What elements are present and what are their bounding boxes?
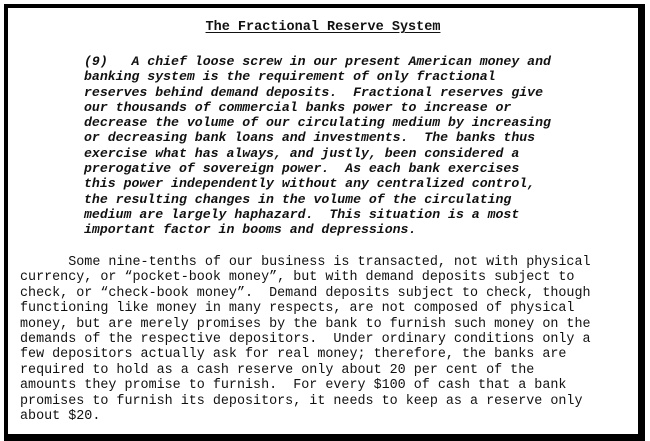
document-frame <box>4 4 645 441</box>
document-title <box>8 20 638 36</box>
quoted-passage: (9) A chief loose screw in our present American money and banking system is the requirement of only fractional reserves behind demand deposits. Fractional reserves give our thousands of commercial banks power to increase or decrease the volume of our circulating medium by increasing or decreasing bank loans and investments. The banks thus exercise what has always, and justly, been considered a prerogative of sovereign power. As each bank exercises this power independently without any centralized control, the resulting changes in the volume of the circulating medium are largely haphazard. This situation is a most important factor in booms and depressions. <box>84 54 551 238</box>
body-paragraph: Some nine-tenths of our business is transacted, not with physical currency, or “pocket-book money”, but with demand deposits subject to check, or “check-book money”. Demand deposits subject to check, though functioning like money in many respects, are not composed of physical money, but are merely promises by the bank to furnish such money on the demands of the respective depositors. Under ordinary conditions only a few depositors actually ask for real money; therefore, the banks are required to hold as a cash reserve only about 20 per cent of the amounts they promise to furnish. For every $100 of cash that a bank promises to furnish its depositors, it needs to keep as a reserve only about $20. <box>20 255 591 425</box>
document-title-text: The Fractional Reserve System <box>205 20 441 35</box>
